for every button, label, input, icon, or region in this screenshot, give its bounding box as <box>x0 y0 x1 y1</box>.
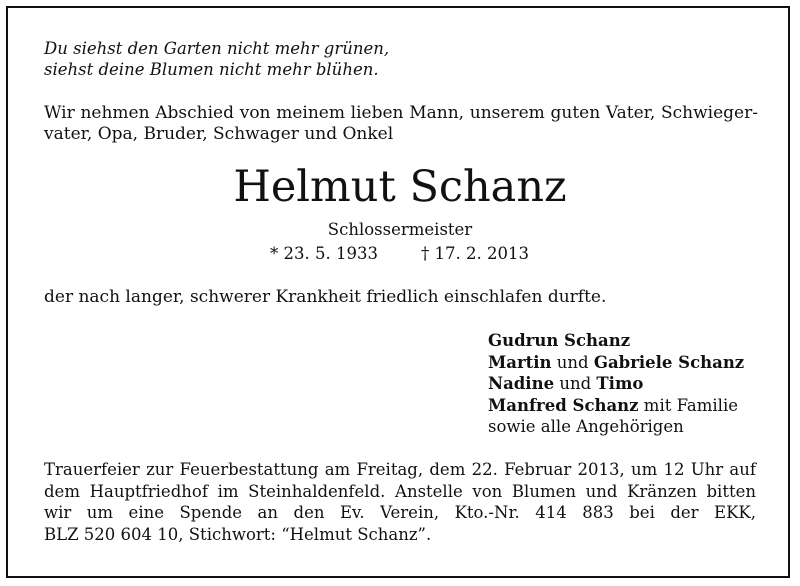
funeral-service-info <box>44 459 756 545</box>
with-family-text: mit Familie <box>643 395 739 415</box>
conjunction-und: und <box>559 374 592 393</box>
poem-line-2: siehst deine Blumen nicht mehr blühen. <box>44 60 379 79</box>
service-line-3: wir um eine Spende an den Ev. Verein, Kto.-Nr. 414 883 bei der EKK, <box>44 503 756 522</box>
poem-line-1: Du siehst den Garten nicht mehr grünen, <box>44 39 390 58</box>
mourner-gabriele-name: Gabriele Schanz <box>593 352 745 372</box>
service-line-2: dem Hauptfriedhof im Steinhaldenfeld. Anstelle von Blumen und Kränzen bitten <box>44 481 756 501</box>
conjunction-und: und <box>556 352 589 372</box>
mourner-martin-gabriele <box>488 352 744 374</box>
death-date: † 17. 2. 2013 <box>421 244 529 263</box>
intro-line-2: vater, Opa, Bruder, Schwager und Onkel <box>44 124 394 144</box>
deceased-profession: Schlossermeister <box>327 220 473 239</box>
intro-paragraph <box>44 103 758 145</box>
mourner-nadine-name: Nadine <box>488 374 555 393</box>
service-line-4: BLZ 520 604 10, Stichwort: “Helmut Schanz”. <box>44 524 432 544</box>
mourner-timo-name: Timo <box>596 374 644 393</box>
mourner-gudrun-name: Gudrun Schanz <box>488 331 631 350</box>
mourner-martin-name: Martin <box>488 352 552 372</box>
mourner-manfred-name: Manfred Schanz <box>488 395 639 415</box>
mourner-gudrun <box>488 330 744 352</box>
all-relatives: sowie alle Angehörigen <box>488 417 684 436</box>
service-line-1: Trauerfeier zur Feuerbestattung am Freitag, dem 22. Februar 2013, um 12 Uhr auf <box>44 460 756 479</box>
intro-line-1: Wir nehmen Abschied von meinem lieben Mann, unserem guten Vater, Schwieger- <box>44 103 758 123</box>
poem-verse <box>44 38 389 80</box>
mourner-manfred <box>488 395 744 417</box>
deceased-name: Helmut Schanz <box>233 162 567 212</box>
birth-date: * 23. 5. 1933 <box>270 244 378 263</box>
mourner-nadine-timo <box>488 373 744 395</box>
passing-statement: der nach langer, schwerer Krankheit friedlich einschlafen durfte. <box>44 287 607 307</box>
mourners-list <box>488 330 744 438</box>
